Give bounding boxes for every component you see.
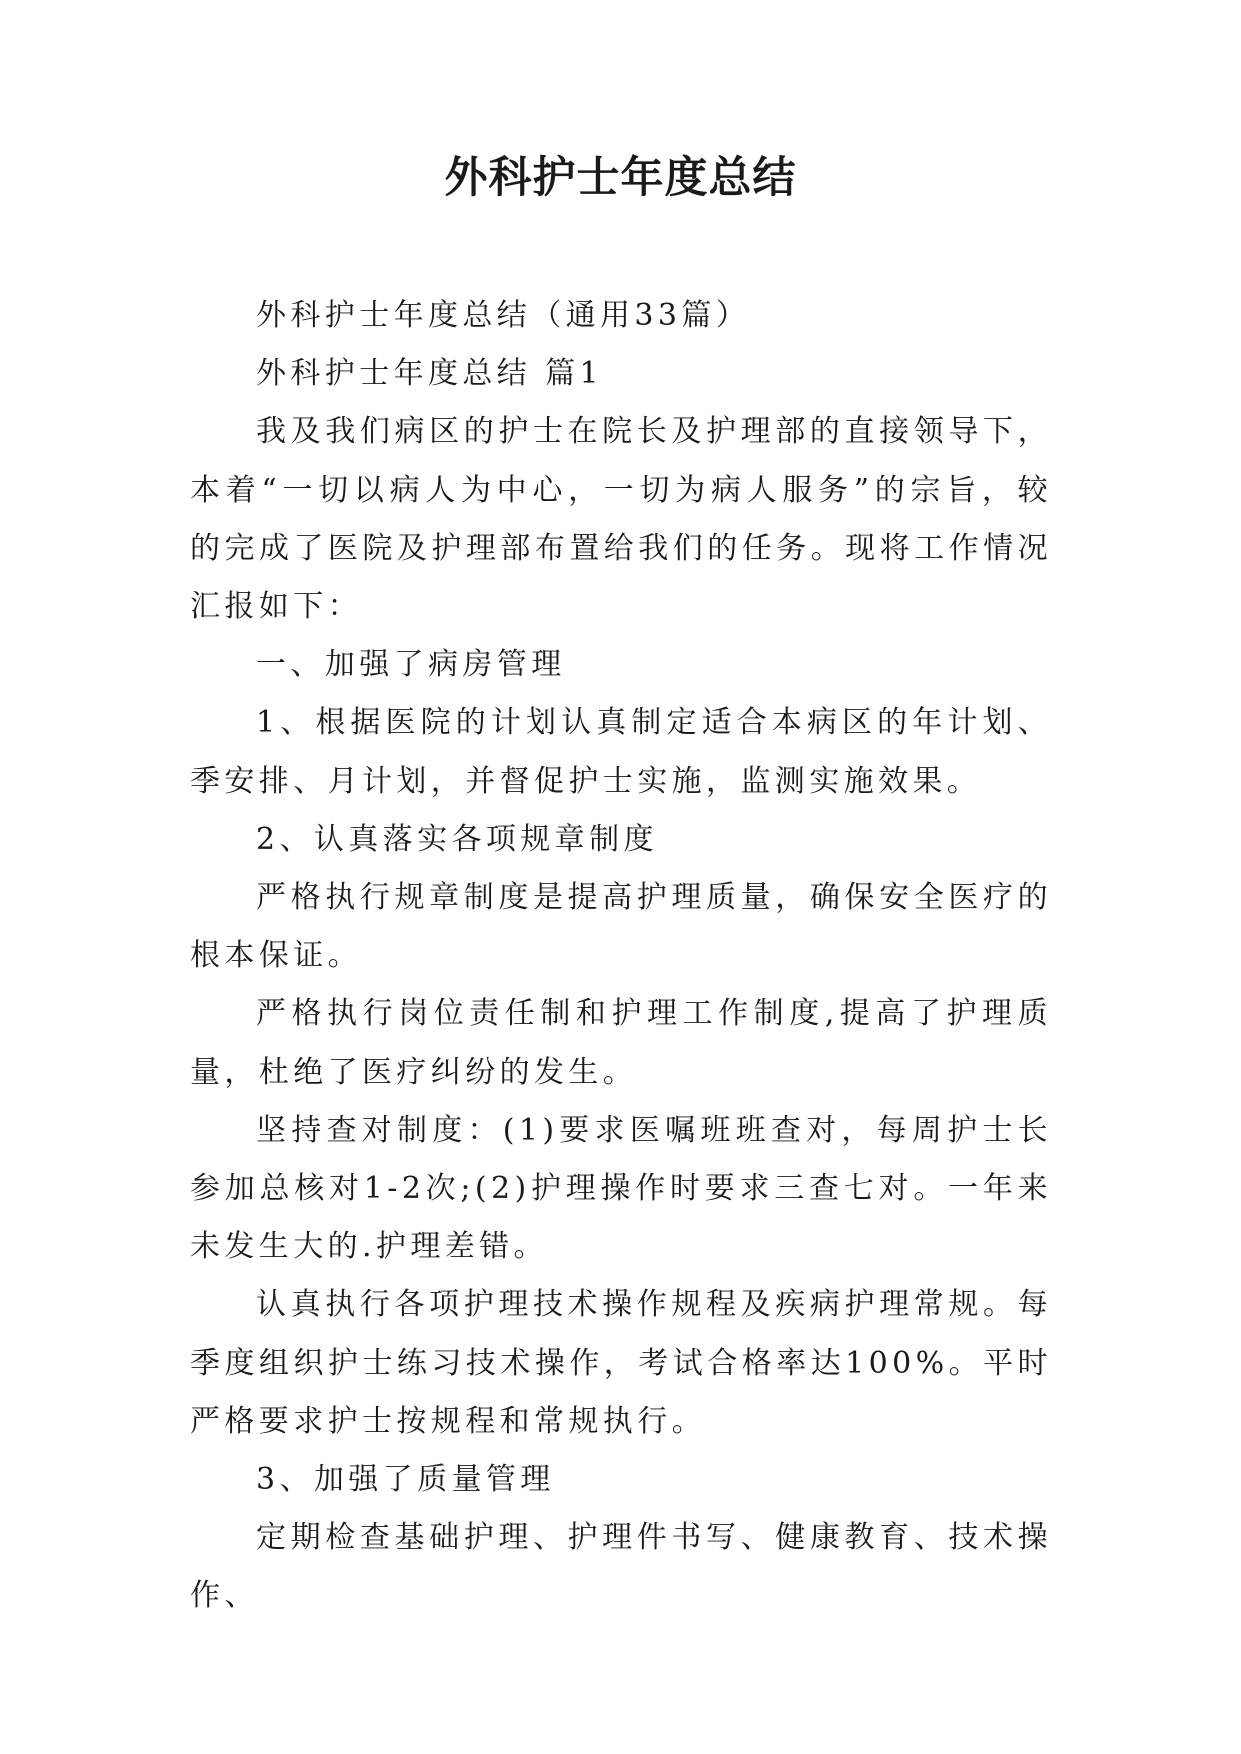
document-body xyxy=(190,287,1052,1626)
body-paragraph: 严格执行岗位责任制和护理工作制度,提高了护理质量，杜绝了医疗纠纷的发生。 xyxy=(190,996,1052,1090)
section-heading-part-1: 外科护士年度总结 篇1 xyxy=(256,356,604,392)
subsection-heading: 2、认真落实各项规章制度 xyxy=(256,821,658,857)
document-title: 外科护士年度总结 xyxy=(444,153,797,203)
body-paragraph: 我及我们病区的护士在院长及护理部的直接领导下，本着“一切以病人为中心，一切为病人服务”的宗旨，较的完成了医院及护理部布置给我们的任务。现将工作情况汇报如下： xyxy=(190,414,1052,625)
body-paragraph: 坚持查对制度：(1)要求医嘱班班查对，每周护士长参加总核对1-2次;(2)护理操作时要求三查七对。一年来未发生大的.护理差错。 xyxy=(190,1112,1052,1265)
body-paragraph: 定期检查基础护理、护理件书写、健康教育、技术操作、 xyxy=(190,1520,1052,1614)
section-heading: 一、加强了病房管理 xyxy=(256,647,566,683)
body-paragraph: 严格执行规章制度是提高护理质量，确保安全医疗的根本保证。 xyxy=(190,880,1052,974)
subtitle-paragraph: 外科护士年度总结（通用33篇） xyxy=(256,298,751,333)
body-paragraph: 认真执行各项护理技术操作规程及疾病护理常规。每季度组织护士练习技术操作，考试合格率达100%。平时严格要求护士按规程和常规执行。 xyxy=(190,1287,1052,1439)
subsection-heading: 3、加强了质量管理 xyxy=(256,1462,555,1498)
body-paragraph: 1、根据医院的计划认真制定适合本病区的年计划、季安排、月计划，并督促护士实施，监测实施效果。 xyxy=(190,705,1052,799)
